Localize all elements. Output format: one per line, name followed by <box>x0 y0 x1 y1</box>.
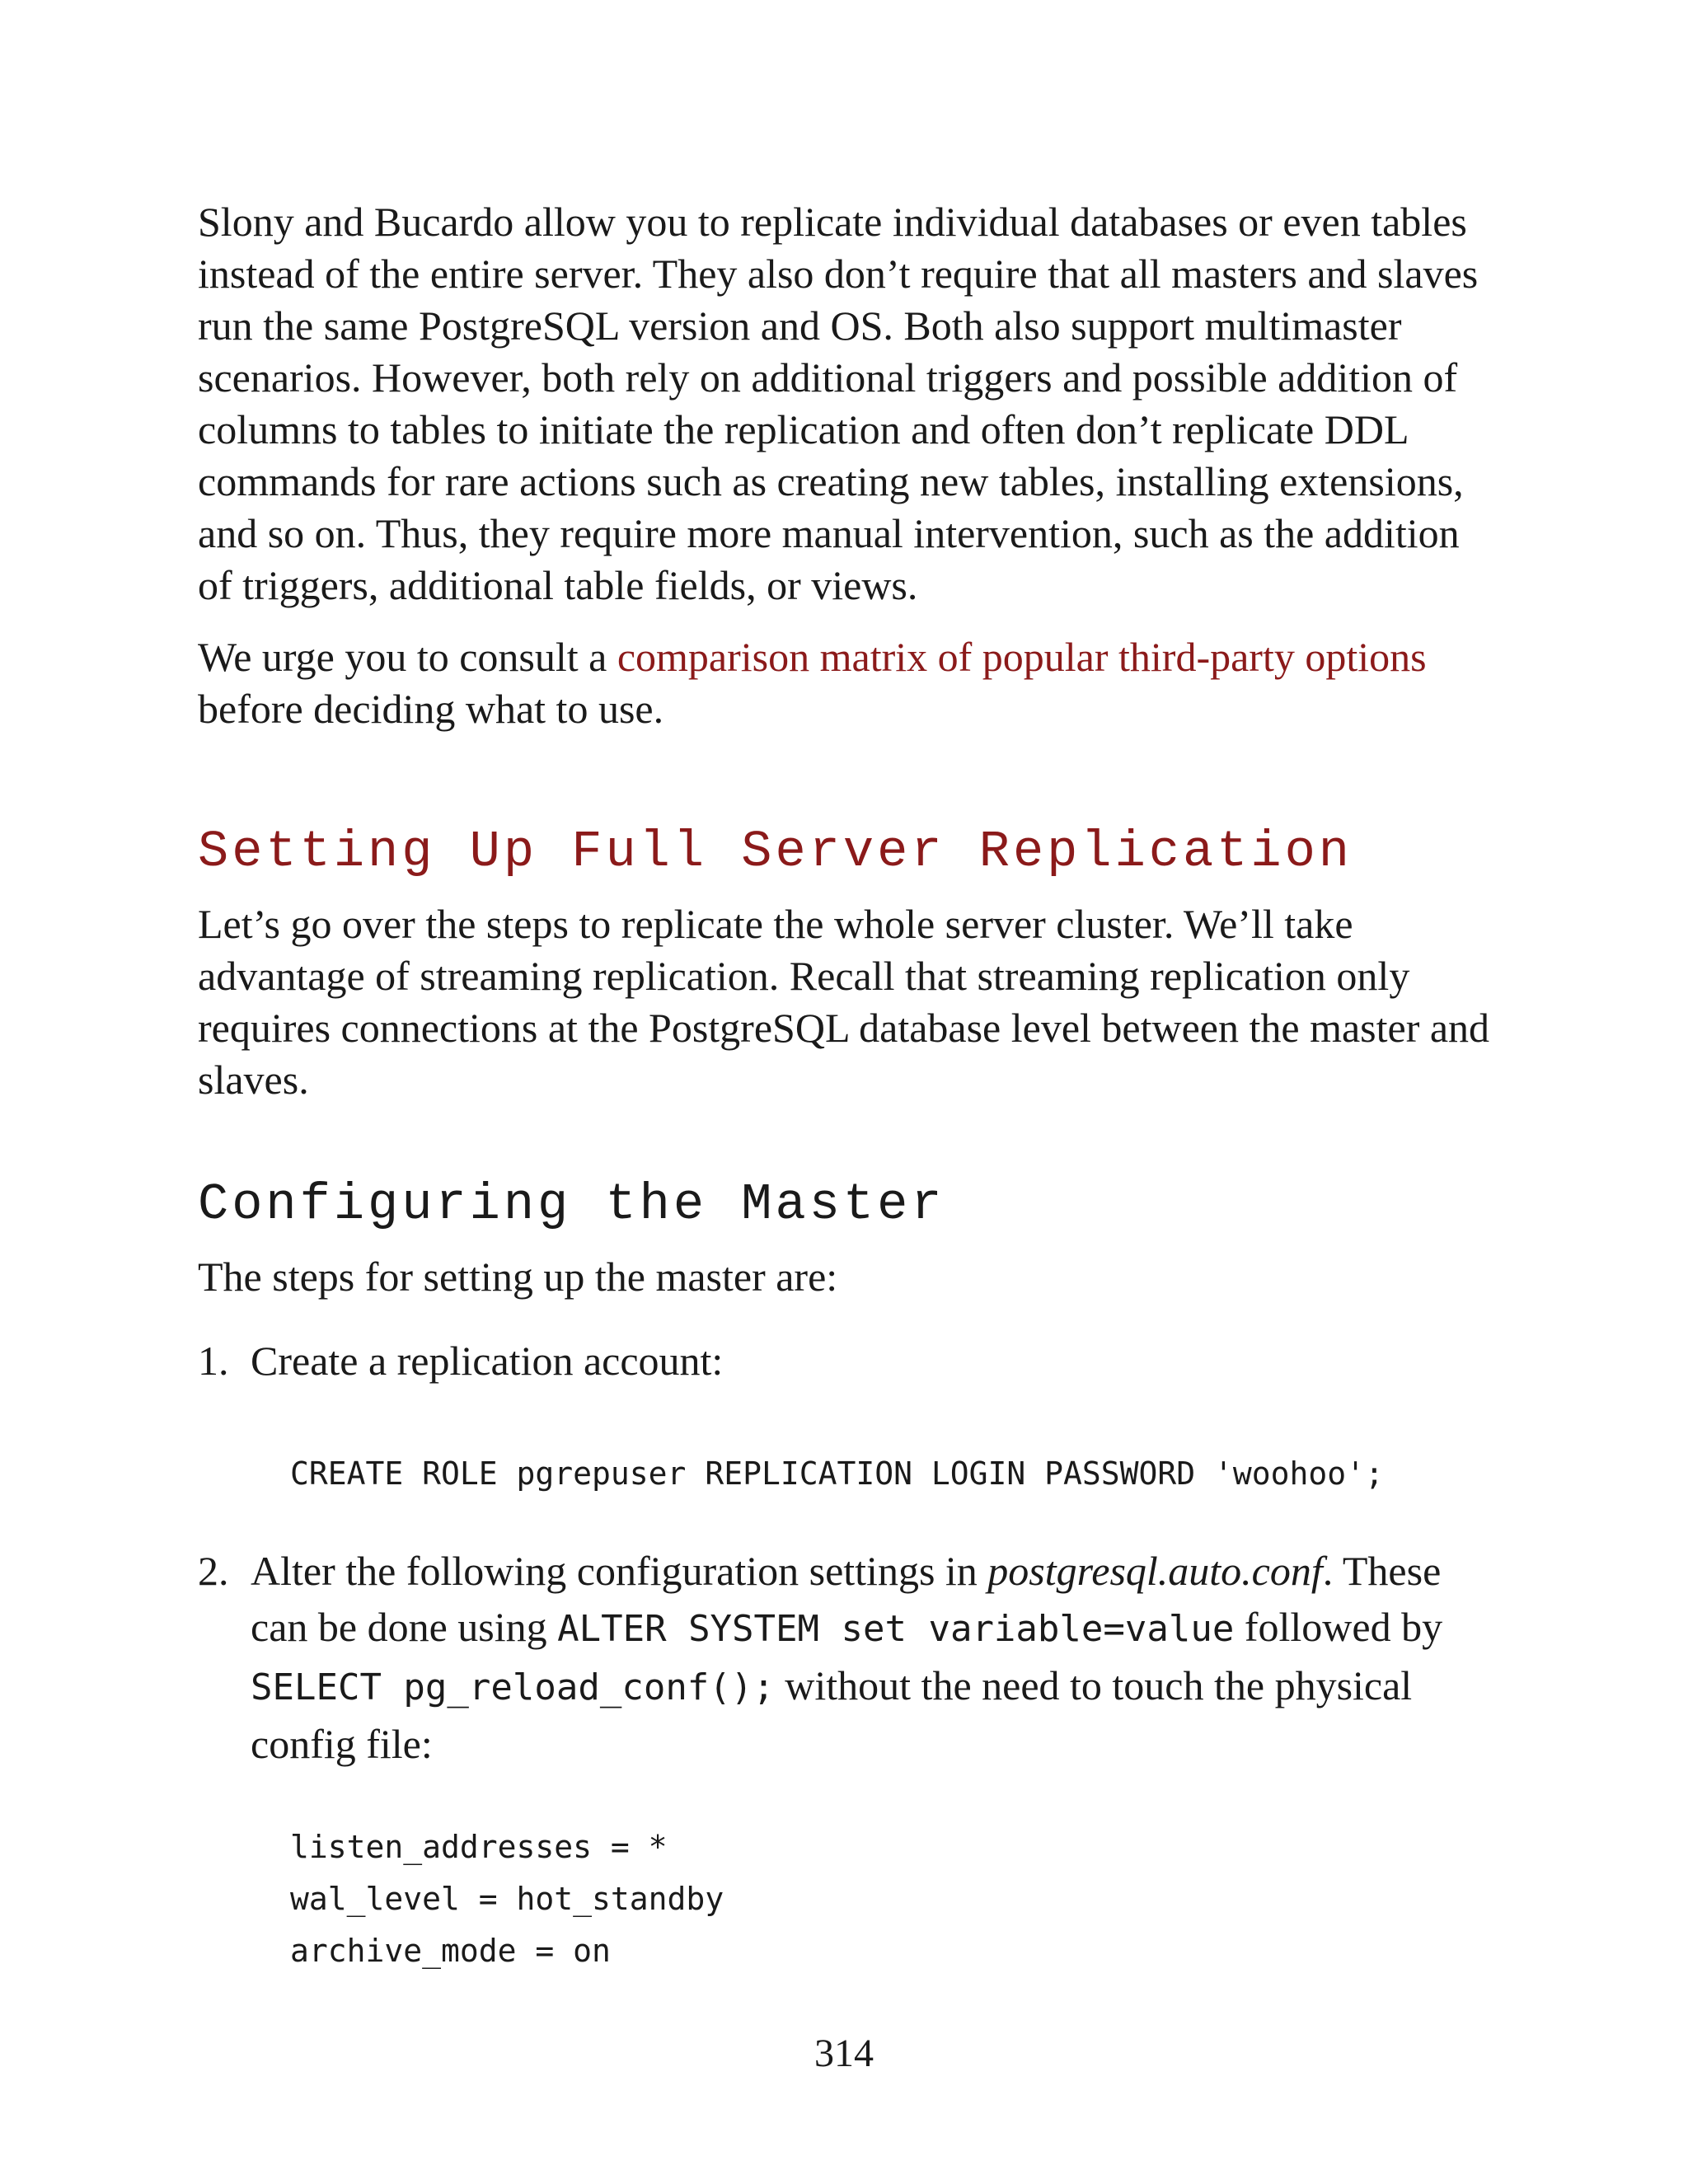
steps-list <box>198 1333 1500 1389</box>
section-paragraph: Let’s go over the steps to replicate the whole server cluster. We’ll take advantage of streaming replication. Recall that streaming replication only requires connections at the PostgreSQL database level between the master and slaves. <box>198 901 1490 1103</box>
intro-paragraph-1: Slony and Bucardo allow you to replicate individual databases or even tables instead of the entire server. They also don’t require that all masters and slaves run the same PostgreSQL version and OS. Both also support multimaster scenarios. However, both rely on additional triggers and possible addition of columns to tables to initiate the replication and often don’t replicate DDL commands for rare actions such as creating new tables, installing extensions, and so on. Thus, they require more manual intervention, such as the addition of triggers, additional table fields, or views. <box>198 199 1479 608</box>
step-text: Create a replication account: <box>251 1338 724 1384</box>
page-content <box>198 196 1500 1977</box>
step-text-d: without the need to touch the physical config file: <box>251 1662 1413 1767</box>
subsection-intro: The steps for setting up the master are: <box>198 1254 838 1300</box>
step-number: 2. <box>198 1548 229 1594</box>
section-heading: Setting Up Full Server Replication <box>198 823 1353 881</box>
step-item-1 <box>198 1333 1500 1389</box>
code-block-config-settings: listen_addresses = * wal_level = hot_standby archive_mode = on <box>290 1829 724 1969</box>
inline-code-reload-conf: SELECT pg_reload_conf(); <box>251 1666 775 1708</box>
intro-paragraph-2-text-before: We urge you to consult a <box>198 634 617 680</box>
intro-paragraph-2-text-after: before deciding what to use. <box>198 686 664 732</box>
page-number: 314 <box>814 2032 874 2075</box>
config-file-name: postgresql.auto.conf <box>987 1548 1323 1594</box>
steps-list-continued <box>198 1543 1500 1772</box>
step-item-2 <box>198 1543 1500 1772</box>
code-block-create-role: CREATE ROLE pgrepuser REPLICATION LOGIN PASSWORD 'woohoo'; <box>290 1455 1384 1492</box>
comparison-matrix-link[interactable]: comparison matrix of popular third-party options <box>617 634 1427 680</box>
step-text-a: Alter the following configuration settings in <box>251 1548 988 1594</box>
step-number: 1. <box>198 1338 229 1384</box>
inline-code-alter-system: ALTER SYSTEM set variable=value <box>557 1608 1235 1650</box>
intro-paragraph-2 <box>198 631 1500 735</box>
step-text-b: . These can be done using <box>251 1548 1442 1650</box>
subsection-heading: Configuring the Master <box>198 1175 945 1234</box>
step-text-c: followed by <box>1234 1604 1443 1650</box>
